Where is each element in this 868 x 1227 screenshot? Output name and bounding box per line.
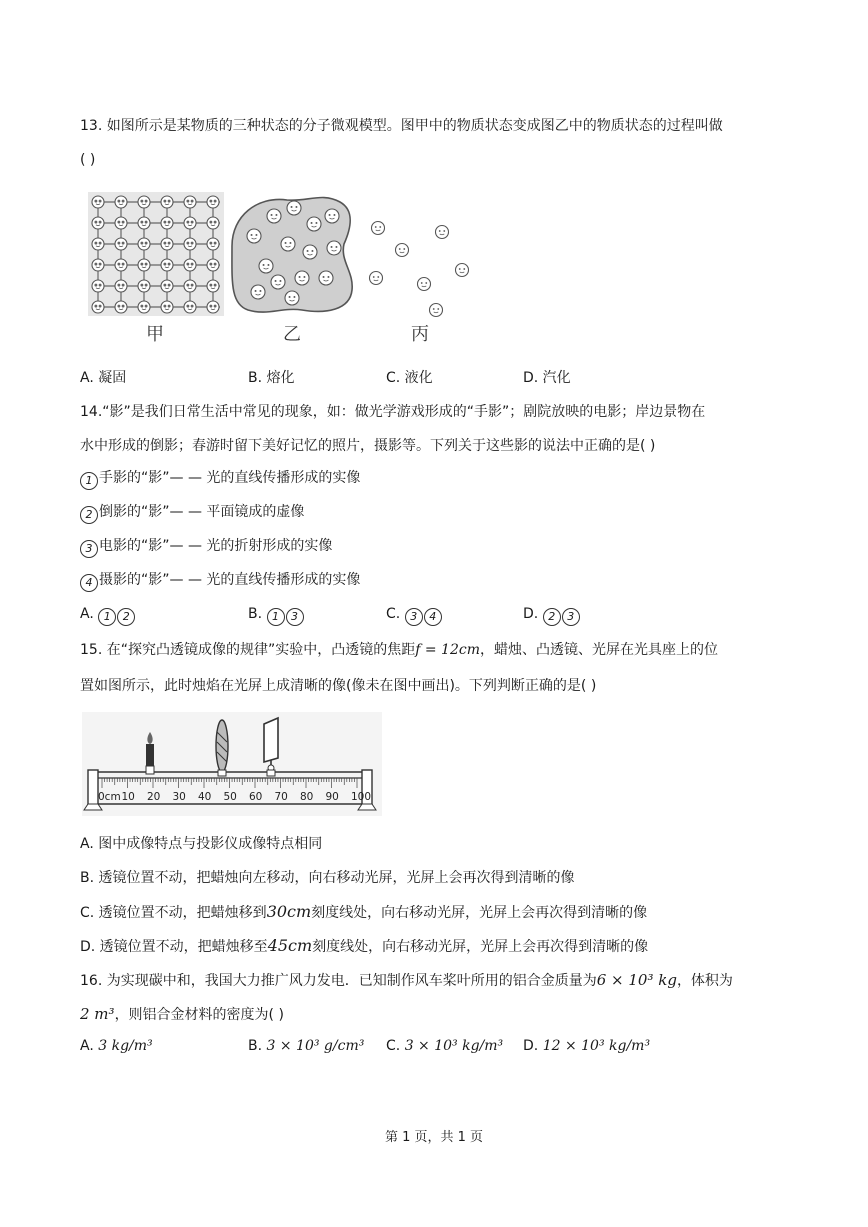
q13-option-d[interactable]: D. 汽化: [523, 370, 571, 386]
q13-stem-line1: 13. 如图所示是某物质的三种状态的分子微观模型。图甲中的物质状态变成图乙中的物质状态的过程叫做: [80, 118, 723, 134]
molecule-icon: [92, 217, 104, 229]
q14-item-1: [80, 468, 360, 490]
ruler-tick-label: 10: [121, 791, 135, 803]
molecule-icon: [418, 278, 431, 291]
q14-item-text: 倒影的“影”— — 平面镜成的虚像: [99, 504, 305, 520]
q14-item-4: [80, 570, 360, 592]
q16-stem-line1: [80, 970, 733, 991]
molecule-icon: [184, 301, 196, 313]
option-letter: A.: [80, 1038, 94, 1054]
solid-lattice-figure: [88, 192, 224, 316]
molecule-icon: [115, 196, 127, 208]
ruler-tick-label: 30: [172, 791, 186, 803]
circled-number: 3: [286, 608, 304, 626]
q15-stem-text: ，蜡烛、凸透镜、光屏在光具座上的位: [479, 642, 718, 658]
option-math: 12 × 10³ kg/m³: [542, 1038, 651, 1054]
molecule-icon: [161, 259, 173, 271]
molecule-icon: [285, 291, 299, 305]
focal-length-math: f = 12cm: [415, 642, 480, 658]
molecule-icon: [430, 304, 443, 317]
molecule-icon: [456, 264, 469, 277]
q15-option-c[interactable]: [80, 902, 647, 923]
q16-option-a[interactable]: [80, 1036, 153, 1056]
molecule-icon: [161, 301, 173, 313]
q14-option-c[interactable]: [386, 604, 443, 626]
q14-stem-line1: 14.“影”是我们日常生活中常见的现象，如：做光学游戏形成的“手影”；剧院放映的电影；岸边景物在: [80, 404, 706, 420]
molecule-icon: [138, 238, 150, 250]
molecule-icon: [161, 196, 173, 208]
option-math: 3 kg/m³: [98, 1038, 153, 1054]
option-text: C. 透镜位置不动，把蜡烛移到: [80, 905, 267, 921]
option-math: 30cm: [266, 902, 312, 921]
option-math: 3 × 10³ g/cm³: [266, 1038, 365, 1054]
molecule-icon: [207, 217, 219, 229]
molecule-icon: [295, 271, 309, 285]
q16-option-b[interactable]: [248, 1036, 364, 1056]
q14-option-b[interactable]: [248, 604, 305, 626]
volume-math: 2 m³: [80, 1005, 115, 1023]
q14-item-text: 手影的“影”— — 光的直线传播形成的实像: [99, 470, 361, 486]
circled-number: 4: [424, 608, 442, 626]
circled-number: 2: [543, 608, 561, 626]
ruler-tick-label: 90: [325, 791, 339, 803]
q16-option-c[interactable]: [386, 1036, 503, 1056]
molecule-icon: [138, 280, 150, 292]
q15-stem-text: 15. 在“探究凸透镜成像的规律”实验中，凸透镜的焦距: [80, 642, 416, 658]
molecule-icon: [207, 259, 219, 271]
q16-stem-text: ，体积为: [676, 973, 733, 989]
circled-number: 3: [562, 608, 580, 626]
option-letter: C.: [386, 606, 401, 622]
q16-option-d[interactable]: [523, 1036, 650, 1056]
molecule-icon: [372, 222, 385, 235]
molecule-icon: [115, 301, 127, 313]
ruler-tick-label: 20: [147, 791, 161, 803]
molecule-icon: [396, 244, 409, 257]
q13-option-c[interactable]: C. 液化: [386, 370, 433, 386]
molecule-icon: [184, 196, 196, 208]
molecule-icon: [184, 259, 196, 271]
molecule-icon: [161, 217, 173, 229]
q14-item-2: [80, 502, 304, 524]
circled-number: 4: [80, 574, 98, 592]
page-footer: 第 1 页，共 1 页: [384, 1130, 484, 1145]
option-text: 刻度线处，向右移动光屏，光屏上会再次得到清晰的像: [311, 905, 648, 921]
q14-option-d[interactable]: [523, 604, 581, 626]
ruler-tick-label: 80: [300, 791, 314, 803]
molecule-icon: [207, 280, 219, 292]
q14-item-3: [80, 536, 332, 558]
q14-option-a[interactable]: [80, 604, 136, 626]
molecule-icon: [161, 238, 173, 250]
molecule-icon: [115, 280, 127, 292]
molecule-icon: [271, 275, 285, 289]
q14-item-text: 摄影的“影”— — 光的直线传播形成的实像: [99, 572, 361, 588]
molecule-icon: [92, 196, 104, 208]
molecule-icon: [281, 237, 295, 251]
fig-label-yi: 乙: [283, 324, 301, 345]
molecule-icon: [92, 259, 104, 271]
molecule-icon: [259, 259, 273, 273]
q16-stem-text: ，则铝合金材料的密度为( ): [114, 1007, 284, 1023]
molecule-icon: [184, 238, 196, 250]
circled-number: 2: [117, 608, 135, 626]
molecule-icon: [138, 217, 150, 229]
ruler-tick-label: 70: [274, 791, 288, 803]
circled-number: 3: [80, 540, 98, 558]
molecule-icon: [184, 217, 196, 229]
molecule-icon: [307, 217, 321, 231]
circled-number: 1: [80, 472, 98, 490]
ruler-tick-label: 60: [249, 791, 263, 803]
option-letter: B.: [248, 1038, 263, 1054]
q13-option-a[interactable]: A. 凝固: [80, 370, 127, 386]
ruler-tick-label: 40: [198, 791, 212, 803]
molecule-icon: [138, 259, 150, 271]
circled-number: 2: [80, 506, 98, 524]
molecule-icon: [207, 301, 219, 313]
option-math: 45cm: [267, 936, 313, 955]
option-letter: C.: [386, 1038, 401, 1054]
q14-stem-line2: 水中形成的倒影；春游时留下美好记忆的照片，摄影等。下列关于这些影的说法中正确的是( ): [80, 438, 656, 454]
option-letter: B.: [248, 606, 263, 622]
q16-stem-line2: [80, 1004, 284, 1025]
molecule-icon: [287, 201, 301, 215]
q15-option-b[interactable]: B. 透镜位置不动，把蜡烛向左移动，向右移动光屏，光屏上会再次得到清晰的像: [80, 870, 575, 886]
molecule-icon: [251, 285, 265, 299]
molecule-icon: [161, 280, 173, 292]
ruler-tick-label: 50: [223, 791, 237, 803]
q13-stem-line2: ( ): [80, 152, 96, 168]
option-math: 3 × 10³ kg/m³: [404, 1038, 504, 1054]
option-text: 刻度线处，向右移动光屏，光屏上会再次得到清晰的像: [312, 939, 649, 955]
circled-number: 1: [267, 608, 285, 626]
molecule-icon: [207, 196, 219, 208]
molecule-icon: [319, 271, 333, 285]
ruler-tick-label: 0cm: [98, 791, 121, 803]
molecule-icon: [303, 245, 317, 259]
molecule-icon: [207, 238, 219, 250]
molecule-icon: [184, 280, 196, 292]
molecule-icon: [138, 301, 150, 313]
q15-option-a[interactable]: A. 图中成像特点与投影仪成像特点相同: [80, 836, 323, 852]
fig-label-jia: 甲: [146, 324, 164, 345]
molecule-icon: [327, 241, 341, 255]
optical-bench-figure: [82, 712, 382, 816]
molecule-icon: [436, 226, 449, 239]
molecule-icon: [115, 238, 127, 250]
fig-label-bing: 丙: [411, 324, 429, 345]
option-letter: D.: [523, 606, 539, 622]
q15-stem-line1: [80, 640, 718, 660]
circled-number: 1: [98, 608, 116, 626]
q14-item-text: 电影的“影”— — 光的折射形成的实像: [99, 538, 333, 554]
molecule-icon: [92, 301, 104, 313]
molecule-icon: [138, 196, 150, 208]
mass-math: 6 × 10³ kg: [596, 971, 677, 989]
molecule-icon: [115, 259, 127, 271]
ruler-tick-label: 100: [351, 791, 372, 803]
molecule-icon: [325, 209, 339, 223]
molecule-icon: [92, 238, 104, 250]
molecule-icon: [92, 280, 104, 292]
option-letter: D.: [523, 1038, 539, 1054]
q13-option-b[interactable]: B. 熔化: [248, 370, 295, 386]
circled-number: 3: [405, 608, 423, 626]
molecule-icon: [247, 229, 261, 243]
molecule-icon: [267, 209, 281, 223]
q16-stem-text: 16. 为实现碳中和，我国大力推广风力发电．已知制作风车桨叶所用的铝合金质量为: [80, 973, 597, 989]
molecule-icon: [370, 272, 383, 285]
q15-option-d[interactable]: [80, 936, 648, 957]
molecule-icon: [115, 217, 127, 229]
option-letter: A.: [80, 606, 94, 622]
q15-stem-line2: 置如图所示，此时烛焰在光屏上成清晰的像(像未在图中画出)。下列判断正确的是( ): [80, 678, 597, 694]
option-text: D. 透镜位置不动，把蜡烛移至: [80, 939, 268, 955]
